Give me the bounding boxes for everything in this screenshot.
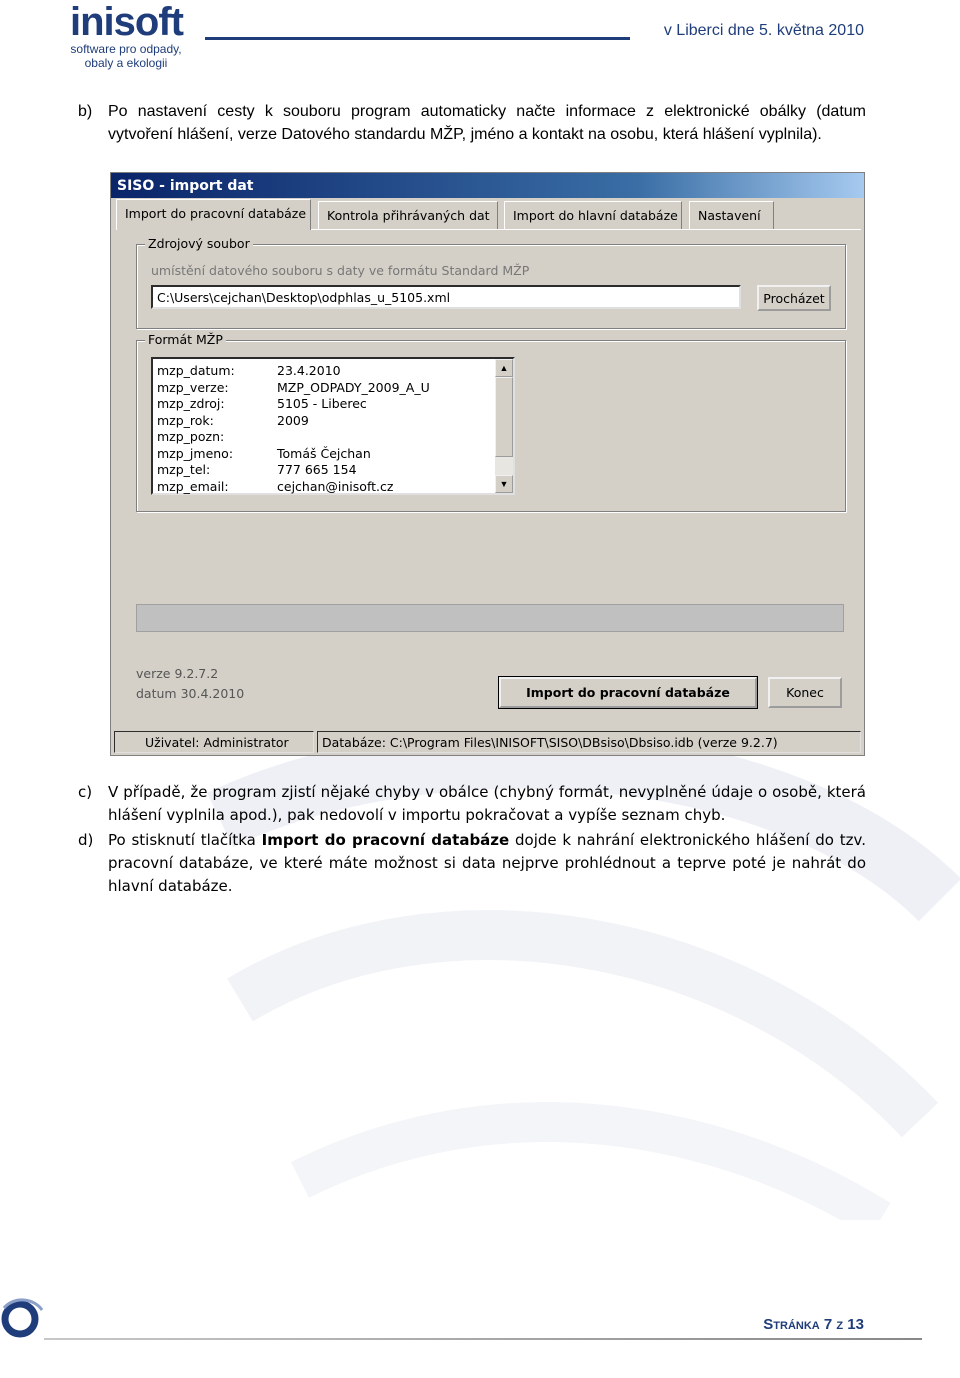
tab-settings[interactable]: Nastavení <box>689 201 774 229</box>
row-value: 5105 - Liberec <box>277 396 367 411</box>
source-file-legend: Zdrojový soubor <box>145 236 253 251</box>
import-to-work-db-button[interactable]: Import do pracovní databáze <box>499 677 757 708</box>
paragraph-d-text <box>108 829 866 898</box>
row-value: 777 665 154 <box>277 462 357 477</box>
row-value: Tomáš Čejchan <box>277 445 371 461</box>
paragraph-d-text-before: Po stisknutí tlačítka <box>108 831 262 849</box>
page-number: Stránka 7 z 13 <box>763 1316 864 1333</box>
row-key: mzp_datum: <box>157 363 235 378</box>
tab-import-work-db[interactable]: Import do pracovní databáze <box>116 199 311 230</box>
format-group <box>136 332 846 512</box>
format-listbox[interactable] <box>151 357 515 495</box>
row-key: mzp_email: <box>157 478 229 494</box>
footer-logo-icon <box>0 1296 44 1342</box>
list-marker-d: d) <box>78 831 94 849</box>
listbox-scrollbar[interactable] <box>495 359 513 493</box>
paragraph-d <box>78 829 866 898</box>
paragraph-c <box>78 781 866 827</box>
header-date: v Liberci dne 5. května 2010 <box>663 22 864 39</box>
logo-wordmark: inisoft <box>70 0 183 44</box>
file-path-input[interactable]: C:\Users\cejchan\Desktop\odphlas_u_5105.xml <box>151 285 741 309</box>
tab-strip <box>116 199 861 229</box>
inisoft-logo <box>70 2 190 74</box>
version-date-label: datum 30.4.2010 <box>136 686 245 701</box>
paragraph-d-text-after: dojde k nahrání elektronického hlášení do tzv. pracovní databáze, ve které máte možnost si data nejprve prohlédnout a teprve poté je nahrát do hlavní databáze. <box>108 831 866 895</box>
row-value: MZP_ODPADY_2009_A_U <box>277 379 430 395</box>
browse-button[interactable]: Procházet <box>757 285 831 311</box>
scroll-down-arrow-icon[interactable]: ▼ <box>495 475 513 493</box>
progress-bar <box>136 604 844 632</box>
source-file-group <box>136 236 846 329</box>
status-bar <box>111 728 864 755</box>
row-value: 23.4.2010 <box>277 363 341 378</box>
siso-import-window <box>110 172 865 756</box>
paragraph-b-text: Po nastavení cesty k souboru program automaticky načte informace z elektronické obálky (datum vytvoření hlášení, verze Datového standardu MŽP, jméno a kontakt na osobu, která hlášení vyplnila). <box>108 103 866 143</box>
list-marker-b: b) <box>78 103 93 120</box>
row-value: 2009 <box>277 412 309 428</box>
row-key: mzp_pozn: <box>157 429 225 444</box>
watermark-swirl <box>180 700 960 1220</box>
version-label: verze 9.2.7.2 <box>136 666 219 681</box>
tab-check-data[interactable]: Kontrola přihrávaných dat <box>318 201 498 229</box>
scroll-thumb[interactable] <box>495 377 513 457</box>
paragraph-c-text: V případě, že program zjistí nějaké chyby v obálce (chybný formát, nevyplněné údaje o osobě, která hlášení vyplnila apod.), pak nedovolí v importu pokračovat a vypíše seznam chyb. <box>108 783 866 824</box>
row-key: mzp_tel: <box>157 462 211 477</box>
row-key: mzp_rok: <box>157 412 214 428</box>
window-title: SISO - import dat <box>111 173 864 198</box>
row-key: mzp_jmeno: <box>157 445 234 461</box>
logo-tagline-1: software pro odpady, <box>70 42 182 56</box>
paragraph-d-bold: Import do pracovní databáze <box>261 831 510 849</box>
source-hint: umístění datového souboru s daty ve formátu Standard MŽP <box>151 263 530 278</box>
tab-panel <box>116 229 861 729</box>
header-rule <box>205 37 630 40</box>
row-key: mzp_verze: <box>157 379 229 395</box>
scroll-up-arrow-icon[interactable]: ▲ <box>495 359 513 377</box>
list-marker-c: c) <box>78 783 93 801</box>
close-button[interactable]: Konec <box>768 677 842 708</box>
row-value: cejchan@inisoft.cz <box>277 478 394 494</box>
footer-rule <box>44 1338 922 1340</box>
tab-import-main-db[interactable]: Import do hlavní databáze <box>504 201 682 229</box>
status-user: Uživatel: Administrator <box>114 731 314 753</box>
paragraph-b <box>78 100 866 146</box>
logo-tagline-2: obaly a ekologii <box>84 56 168 70</box>
row-key: mzp_zdroj: <box>157 396 225 411</box>
status-database: Databáze: C:\Program Files\INISOFT\SISO\DBsiso\Dbsiso.idb (verze 9.2.7) <box>317 731 861 753</box>
format-legend: Formát MŽP <box>145 332 226 347</box>
